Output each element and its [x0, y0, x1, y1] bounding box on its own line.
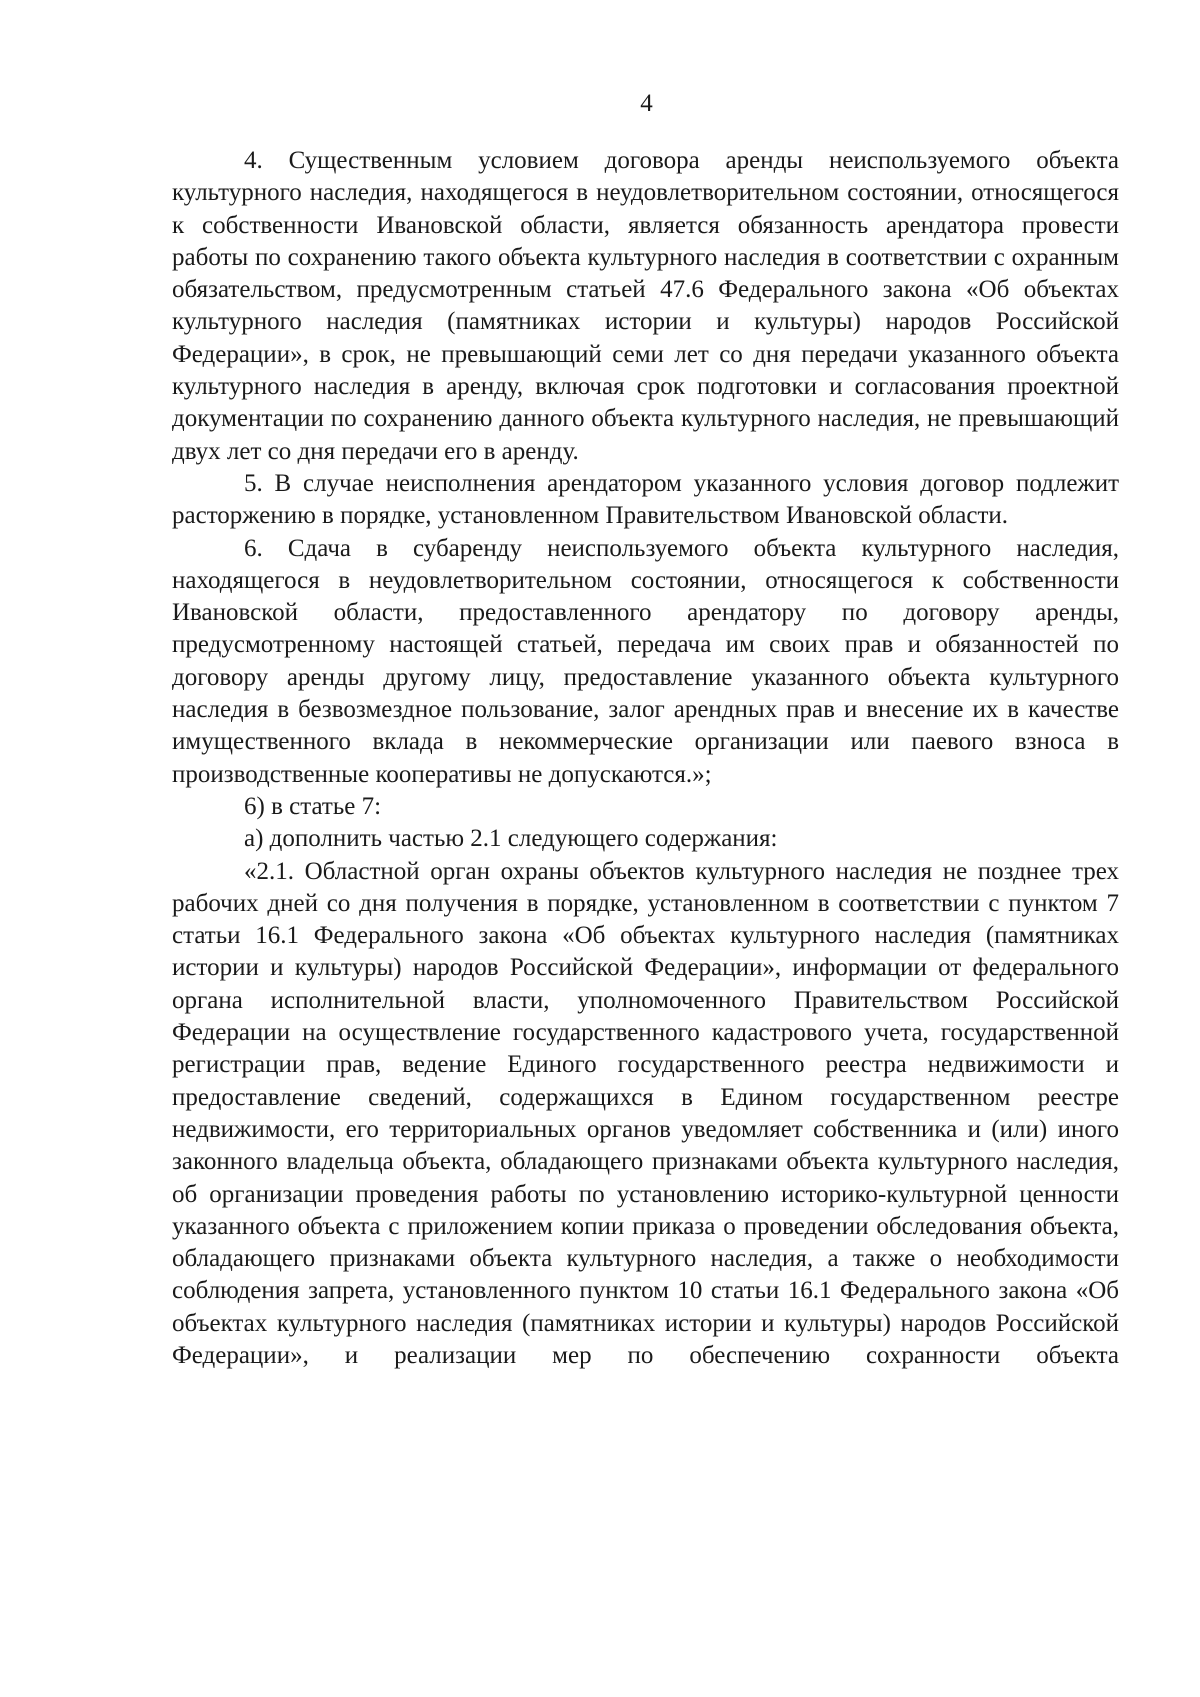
paragraph-subitem-6-article-7: 6) в статье 7:: [244, 792, 382, 820]
paragraph-item-5: 5. В случае неисполнения арендатором указанного условия договор подлежит расторжению в порядке, установленном Правительством Ивановской области.: [172, 469, 1119, 530]
paragraph-item-4: 4. Существенным условием договора аренды неиспользуемого объекта культурного наследия, находящегося в неудовлетворительном состоянии, относящегося к собственности Ивановской области, является обязанность арендатора провести работы по сохранению такого объекта культурного наследия в соответствии с охранным обязательством, предусмотренным статьей 47.6 Федерального закона «Об объектах культурного наследия (памятниках истории и культуры) народов Российской Федерации», в срок, не превышающий семи лет со дня передачи указанного объекта культурного наследия в аренду, включая срок подготовки и согласования проектной документации по сохранению данного объекта культурного наследия, не превышающий двух лет со дня передачи его в аренду.: [172, 147, 1119, 465]
document-body: [172, 145, 1119, 1372]
paragraph-item-6: 6. Сдача в субаренду неиспользуемого объекта культурного наследия, находящегося в неудовлетворительном состоянии, относящегося к собственности Ивановской области, предоставленного арендатору по договору аренды, предусмотренному настоящей статьей, передача им своих прав и обязанностей по договору аренды другому лицу, предоставление указанного объекта культурного наследия в безвозмездное пользование, залог арендных прав и внесение их в качестве имущественного вклада в некоммерческие организации или паевого взноса в производственные кооперативы не допускаются.»;: [172, 534, 1119, 788]
paragraph-subitem-a: а) дополнить частью 2.1 следующего содержания:: [244, 825, 778, 853]
page-number: 4: [640, 90, 653, 117]
paragraph-part-2-1: «2.1. Областной орган охраны объектов культурного наследия не позднее трех рабочих дней со дня получения в порядке, установленном в соответствии с пунктом 7 статьи 16.1 Федерального закона «Об объектах культурного наследия (памятниках истории и культуры) народов Российской Федерации», информации от федерального органа исполнительной власти, уполномоченного Правительством Российской Федерации на осуществление государственного кадастрового учета, государственной регистрации прав, ведение Единого государственного реестра недвижимости и предоставление сведений, содержащихся в Едином государственном реестре недвижимости, его территориальных органов уведомляет собственника и (или) иного законного владельца объекта, обладающего признаками объекта культурного наследия, об организации проведения работы по установлению историко-культурной ценности указанного объекта с приложением копии приказа о проведении обследования объекта, обладающего признаками объекта культурного наследия, а также о необходимости соблюдения запрета, установленного пунктом 10 статьи 16.1 Федерального закона «Об объектах культурного наследия (памятниках истории и культуры) народов Российской Федерации», и реализации мер по обеспечению сохранности объекта: [172, 857, 1119, 1369]
